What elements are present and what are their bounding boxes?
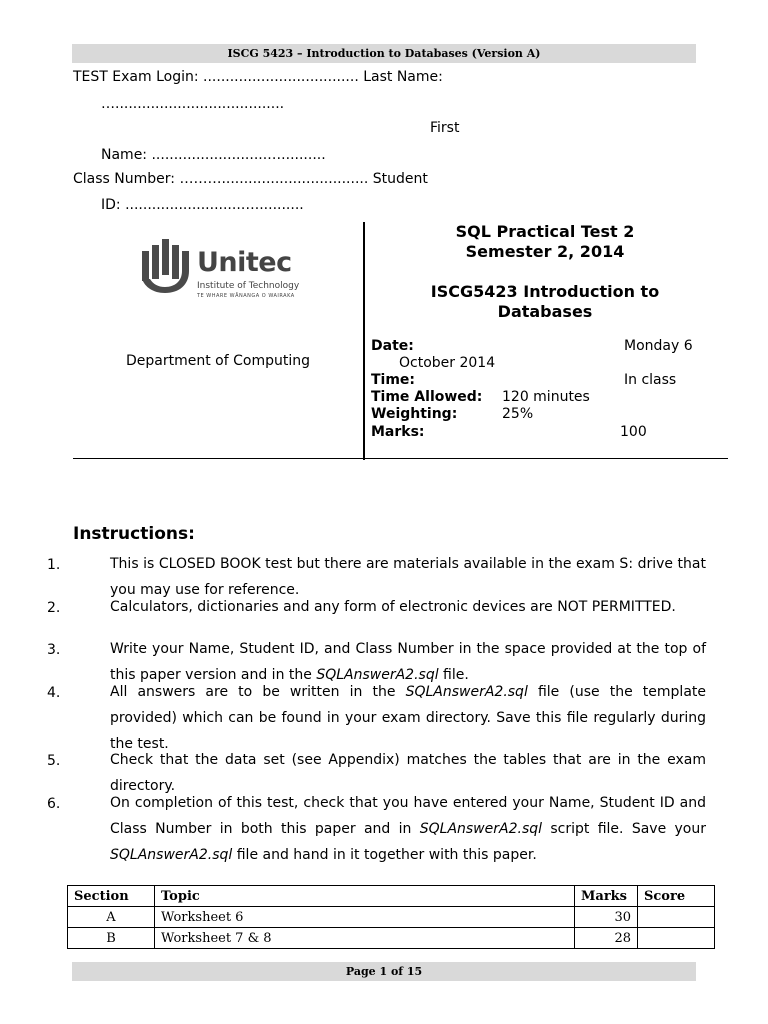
page-header: ISCG 5423 – Introduction to Databases (Version A) — [72, 44, 696, 63]
marks-value: 100 — [620, 424, 647, 440]
name-line: Name: ..........................….......... — [101, 147, 326, 163]
marks-cell: 30 — [575, 907, 638, 928]
exam-login-line: TEST Exam Login: ................................... Last Name: — [73, 69, 443, 85]
marks-cell: 28 — [575, 928, 638, 949]
table-row — [68, 907, 715, 928]
table-row — [68, 928, 715, 949]
column-header-score: Score — [638, 886, 715, 907]
department: Department of Computing — [126, 353, 310, 369]
table-header-row — [68, 886, 715, 907]
class-number-line: Class Number: ………................................. Student — [73, 171, 428, 187]
instruction-number: 1. — [47, 557, 61, 573]
time-allowed-value: 120 minutes — [502, 389, 590, 405]
first-label: First — [430, 120, 460, 136]
instruction-item: Calculators, dictionaries and any form of electronic devices are NOT PERMITTED. — [110, 599, 676, 615]
logo-name: Unitec — [197, 247, 292, 278]
date-value-2: October 2014 — [399, 355, 496, 371]
test-title: SQL Practical Test 2 — [455, 222, 635, 241]
column-header-topic: Topic — [155, 886, 575, 907]
topic-cell: Worksheet 7 & 8 — [155, 928, 575, 949]
instruction-number: 4. — [47, 685, 61, 701]
instruction-number: 6. — [47, 796, 61, 812]
logo-subtitle: Institute of Technology — [197, 281, 300, 291]
test-semester: Semester 2, 2014 — [465, 242, 625, 261]
logo-subtitle-2: TE WHARE WĀNANGA O WAIRAKA — [197, 293, 295, 299]
score-cell[interactable] — [638, 907, 715, 928]
last-name-dots: …...................................... — [101, 96, 285, 112]
date-label: Date: — [371, 338, 414, 354]
instruction-item: On completion of this test, check that you have entered your Name, Student ID and Class Number in both this paper and in SQLAnswerA2.sql script file. Save your SQLAnswerA2.sql file and hand in it together with this paper. — [110, 795, 706, 863]
weighting-value: 25% — [502, 406, 534, 422]
instruction-number: 3. — [47, 642, 61, 658]
vertical-divider — [363, 222, 365, 460]
unitec-logo-mark-icon — [140, 237, 194, 301]
marks-table — [67, 885, 715, 949]
date-value: Monday 6 — [624, 338, 693, 354]
instruction-item: All answers are to be written in the SQLAnswerA2.sql file (use the template provided) which can be found in your exam directory. Save this file regularly during the test. — [110, 684, 707, 752]
section-cell: A — [68, 907, 155, 928]
instructions-heading: Instructions: — [73, 524, 195, 544]
course-title: ISCG5423 Introduction to — [430, 282, 660, 301]
time-label: Time: — [371, 372, 416, 388]
time-allowed-label: Time Allowed: — [371, 389, 483, 405]
unitec-logo — [140, 237, 310, 307]
topic-cell: Worksheet 6 — [155, 907, 575, 928]
instruction-item: This is CLOSED BOOK test but there are materials available in the exam S: drive that you may use for reference. — [110, 556, 706, 598]
student-id-line: ID: ..........................…........... — [101, 197, 304, 213]
instruction-item: Write your Name, Student ID, and Class Number in the space provided at the top of this paper version and in the SQLAnswerA2.sql file. — [110, 641, 706, 683]
column-header-section: Section — [68, 886, 155, 907]
instruction-number: 5. — [47, 753, 61, 769]
column-header-marks: Marks — [575, 886, 638, 907]
section-cell: B — [68, 928, 155, 949]
time-value: In class — [624, 372, 677, 388]
score-cell[interactable] — [638, 928, 715, 949]
marks-label: Marks: — [371, 424, 425, 440]
header-divider — [73, 458, 728, 459]
weighting-label: Weighting: — [371, 406, 458, 422]
page-footer: Page 1 of 15 — [72, 962, 696, 981]
course-title-2: Databases — [497, 302, 593, 321]
instruction-item: Check that the data set (see Appendix) matches the tables that are in the exam directory. — [110, 752, 706, 794]
instruction-number: 2. — [47, 600, 61, 616]
